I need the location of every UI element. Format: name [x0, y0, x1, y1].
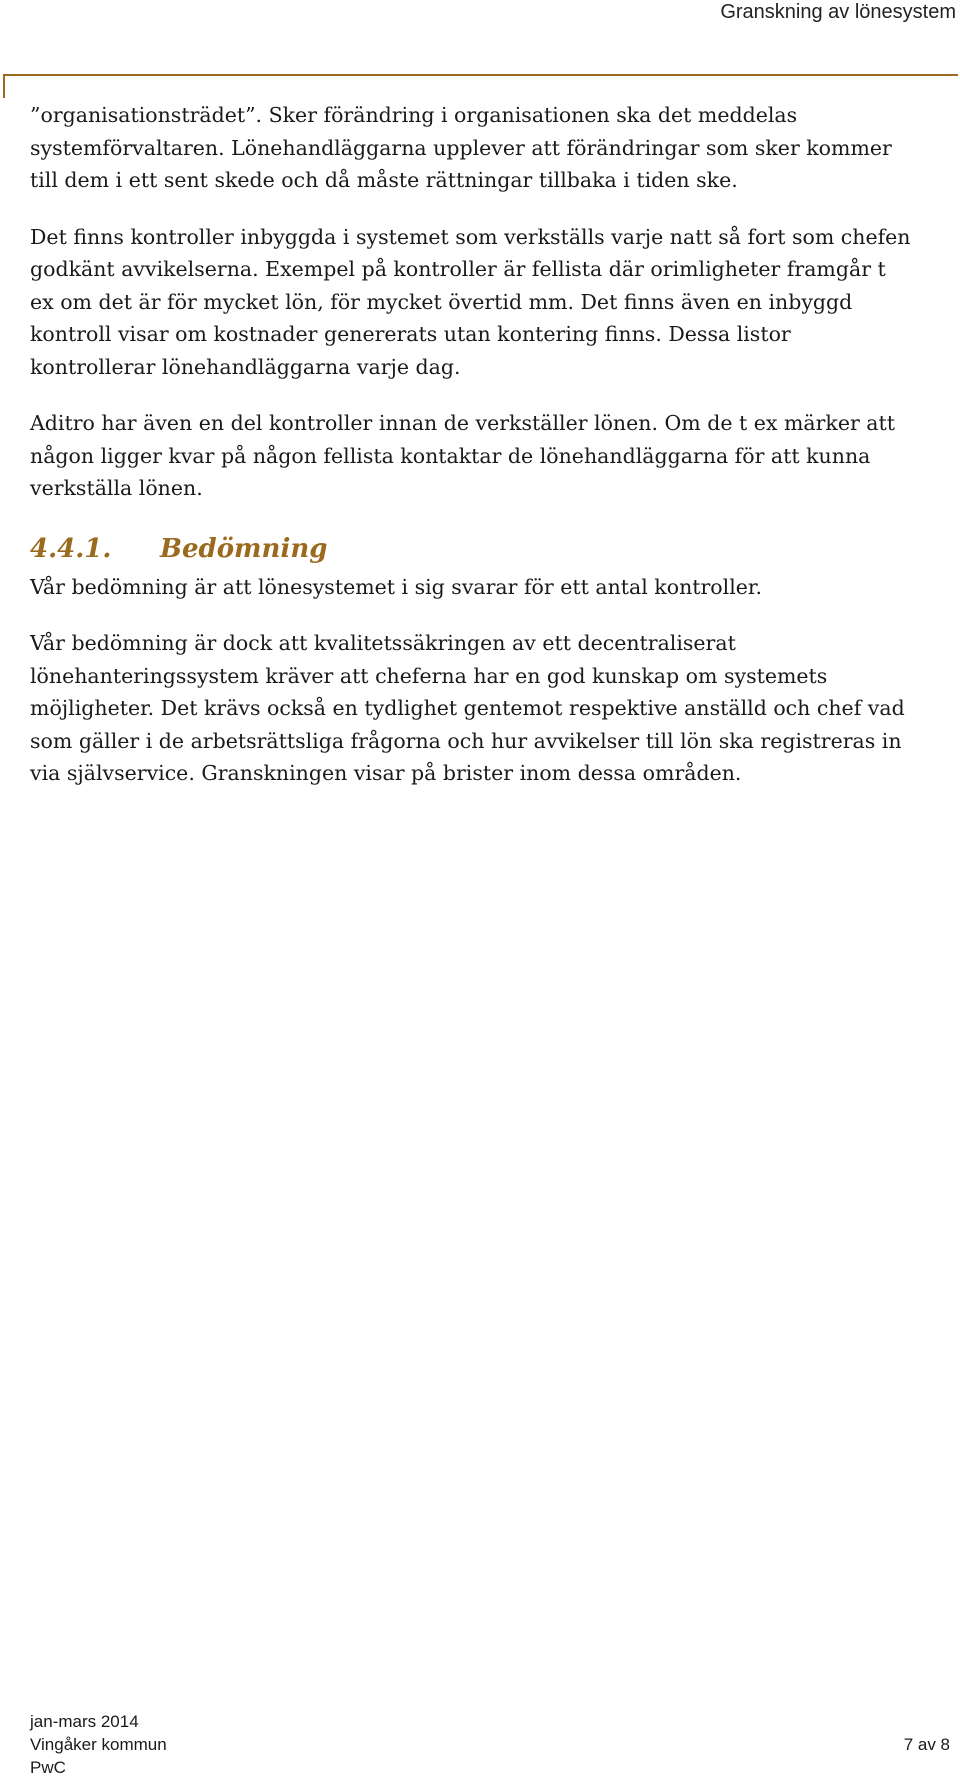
section-title: Bedömning — [160, 533, 328, 564]
header-rule — [3, 74, 958, 76]
page-header — [0, 0, 960, 26]
assessment-paragraph-2: Vår bedömning är dock att kvalitetssäkringen av ett decentraliserat lönehanteringssystem kräver att cheferna har en god kunskap om systemets möjligheter. Det krävs också en tydlighet gentemot respektive anställd och chef vad som gäller i de arbetsrättsliga frågorna och hur avvikelser till lön ska registreras in via självservice. Granskningen visar på brister inom dessa områden. — [30, 631, 905, 785]
document-body — [30, 99, 960, 790]
body-paragraph-1: ”organisationsträdet”. Sker förändring i organisationen ska det meddelas systemförvaltaren. Lönehandläggarna upplever att förändringar som sker kommer till dem i ett sent skede och då måste rättningar tillbaka i tiden ske. — [30, 103, 892, 192]
assessment-paragraph-1: Vår bedömning är att lönesystemet i sig svarar för ett antal kontroller. — [30, 574, 762, 599]
footer-company: PwC — [30, 1758, 66, 1777]
footer-organization: Vingåker kommun — [30, 1735, 167, 1754]
body-paragraph-3: Aditro har även en del kontroller innan de verkställer lönen. Om de t ex märker att någon ligger kvar på någon fellista kontaktar de lönehandläggarna för att kunna verkställa lönen. — [30, 411, 896, 500]
page-footer — [30, 1710, 950, 1779]
footer-date: jan-mars 2014 — [30, 1712, 139, 1731]
header-corner-tick — [3, 74, 5, 98]
section-heading — [30, 531, 960, 567]
section-number: 4.4.1. — [30, 533, 112, 564]
body-paragraph-2: Det finns kontroller inbyggda i systemet som verkställs varje natt så fort som chefen godkänt avvikelserna. Exempel på kontroller är fellista där orimligheter framgår t ex om det är för mycket lön, för mycket övertid mm. Det finns även en inbyggd kontroll visar om kostnader genererats utan kontering finns. Dessa listor kontrollerar lönehandläggarna varje dag. — [30, 224, 911, 379]
header-title: Granskning av lönesystem — [720, 1, 956, 23]
page-number: 7 av 8 — [903, 1735, 950, 1754]
